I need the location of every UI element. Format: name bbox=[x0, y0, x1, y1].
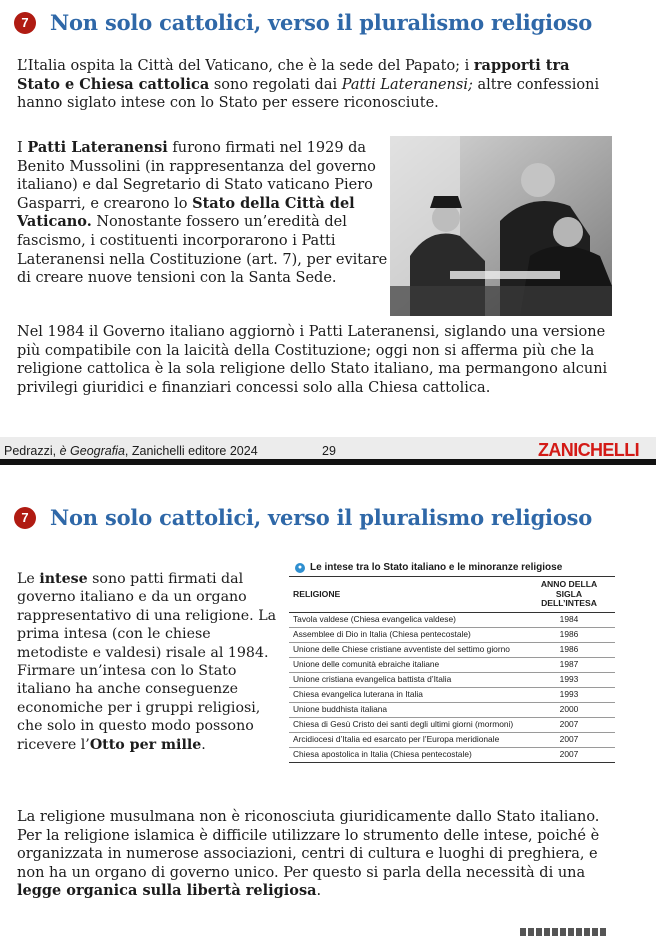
islam-paragraph: La religione musulmana non è riconosciuta giuridicamente dallo Stato italiano. Per la religione islamica è difficile utilizzare lo strumento delle intese, poiché è organizzata in numerose associazioni, centri di cultura e luoghi di preghiera, e non ha un organo di governo unico. Per questo si parla della necessità di una legge organica sulla libertà religiosa. bbox=[17, 809, 600, 900]
table-row bbox=[289, 642, 615, 657]
page-number: 29 bbox=[322, 444, 336, 458]
religione-cell: Chiesa apostolica in Italia (Chiesa pentecostale) bbox=[289, 747, 523, 762]
lateran-pacts-paragraph: I Patti Lateranensi furono firmati nel 1929 da Benito Mussolini (in rappresentanza del governo italiano) e dal Segretario di Stato vaticano Piero Gasparri, e crearono lo Stato della Città del Vaticano. Nonostante fossero un’eredità del fascismo, i costituenti incorporarono i Patti Lateranensi nella Costituzione (art. 7), per evitare di creare nuove tensioni con la Santa Sede. bbox=[17, 139, 388, 287]
intese-table bbox=[289, 576, 615, 763]
page-footer bbox=[0, 437, 656, 465]
column-header-anno: ANNO DELLA SIGLA DELL’INTESA bbox=[523, 577, 615, 613]
intese-paragraph: Le intese sono patti firmati dal governo italiano e da un organo rappresentativo di una religione. La prima intesa (con le chiese metodiste e valdesi) risale al 1984. Firmare un’intesa con lo Stato italiano ha anche conseguenze economiche per i gruppi religiosi, che solo in questo modo possono ricevere l’Otto per mille. bbox=[17, 571, 277, 753]
caption-bullet-icon: ● bbox=[295, 563, 305, 573]
table-row bbox=[289, 672, 615, 687]
religione-cell: Chiesa evangelica luterana in Italia bbox=[289, 687, 523, 702]
table-caption: ● Le intese tra lo Stato italiano e le minoranze religiose bbox=[295, 562, 615, 573]
section-number-badge: 7 bbox=[14, 507, 36, 529]
anno-cell: 2007 bbox=[523, 732, 615, 747]
religione-cell: Unione delle comunità ebraiche italiane bbox=[289, 657, 523, 672]
section-title: Non solo cattolici, verso il pluralismo religioso bbox=[50, 10, 593, 35]
signing-photo-illustration bbox=[390, 136, 612, 316]
anno-cell: 1986 bbox=[523, 627, 615, 642]
historical-photo bbox=[390, 136, 612, 316]
intro-paragraph: L’Italia ospita la Città del Vaticano, che è la sede del Papato; i rapporti tra Stato e Chiesa cattolica sono regolati dai Patti Lateranensi; altre confessioni hanno siglato intese con lo Stato per essere riconosciute. bbox=[17, 57, 600, 112]
section-number-badge: 7 bbox=[14, 12, 36, 34]
anno-cell: 2000 bbox=[523, 702, 615, 717]
anno-cell: 1993 bbox=[523, 687, 615, 702]
religione-cell: Chiesa di Gesù Cristo dei santi degli ultimi giorni (mormoni) bbox=[289, 717, 523, 732]
table-row bbox=[289, 612, 615, 627]
anno-cell: 2007 bbox=[523, 717, 615, 732]
table-row bbox=[289, 627, 615, 642]
section-title: Non solo cattolici, verso il pluralismo religioso bbox=[50, 505, 593, 530]
table-row bbox=[289, 732, 615, 747]
update-1984-paragraph: Nel 1984 il Governo italiano aggiornò i Patti Lateranensi, siglando una versione più compatibile con la laicità della Costituzione; oggi non si afferma più che la religione cattolica è la sola religione dello Stato italiano, ma permangono alcuni privilegi giuridici e finanziari concessi solo alla Chiesa cattolica. bbox=[17, 324, 608, 396]
table-row bbox=[289, 657, 615, 672]
table-row bbox=[289, 702, 615, 717]
section-header-bottom bbox=[14, 505, 592, 530]
anno-cell: 2007 bbox=[523, 747, 615, 762]
citation: Pedrazzi, è Geografia, Zanichelli editore 2024 bbox=[4, 444, 258, 458]
anno-cell: 1986 bbox=[523, 642, 615, 657]
publisher-logo: ZANICHELLI bbox=[538, 440, 639, 460]
anno-cell: 1993 bbox=[523, 672, 615, 687]
intese-table-panel bbox=[289, 562, 615, 763]
anno-cell: 1987 bbox=[523, 657, 615, 672]
religione-cell: Arcidiocesi d’Italia ed esarcato per l’Europa meridionale bbox=[289, 732, 523, 747]
religione-cell: Unione delle Chiese cristiane avventiste del settimo giorno bbox=[289, 642, 523, 657]
column-header-religione: RELIGIONE bbox=[289, 577, 523, 613]
cropped-edge-decoration bbox=[520, 928, 608, 936]
table-row bbox=[289, 687, 615, 702]
religione-cell: Assemblee di Dio in Italia (Chiesa pentecostale) bbox=[289, 627, 523, 642]
religione-cell: Tavola valdese (Chiesa evangelica valdese) bbox=[289, 612, 523, 627]
religione-cell: Unione cristiana evangelica battista d’Italia bbox=[289, 672, 523, 687]
religione-cell: Unione buddhista italiana bbox=[289, 702, 523, 717]
section-header-top bbox=[14, 10, 592, 35]
anno-cell: 1984 bbox=[523, 612, 615, 627]
table-row bbox=[289, 717, 615, 732]
table-row bbox=[289, 747, 615, 762]
